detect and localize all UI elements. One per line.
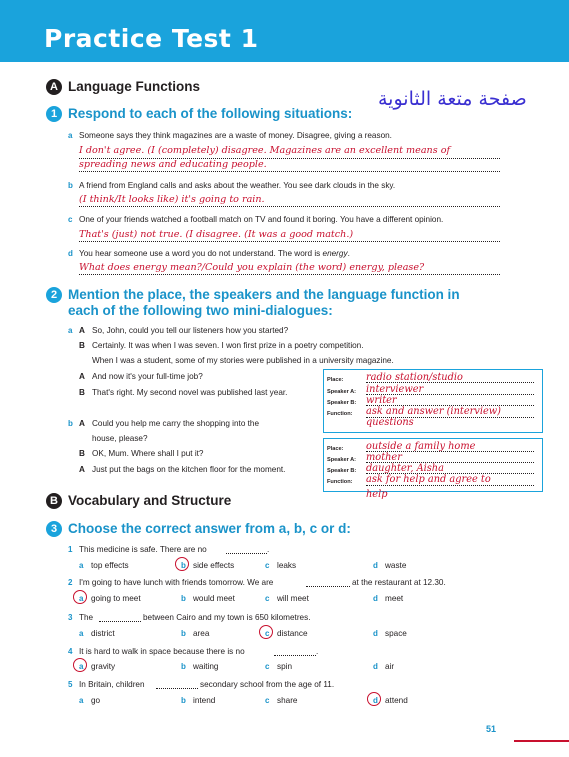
- option-letter: d: [373, 662, 378, 671]
- box-b-speaker-a: mother: [366, 452, 402, 463]
- box-label-place: Place:: [327, 377, 344, 383]
- blank-line: [226, 553, 267, 554]
- question-3-title: Choose the correct answer from a, b, c or d:: [68, 521, 351, 536]
- option-text: gravity: [91, 662, 116, 671]
- q1-handwritten-answer: That's (just) not true. (I disagree. (It was a good match.): [79, 229, 354, 240]
- q1-item-prompt: A friend from England calls and asks about the weather. You see dark clouds in the sky.: [79, 181, 396, 190]
- option-text: waste: [385, 561, 407, 570]
- section-b-badge: B: [46, 493, 62, 509]
- option-text: space: [385, 629, 407, 638]
- option-text: area: [193, 629, 210, 638]
- q1-item-label: b: [68, 181, 73, 190]
- mcq-stem: I'm going to have lunch with friends tomorrow. We are: [79, 578, 274, 587]
- option-text: spin: [277, 662, 293, 671]
- box-label-function: Function:: [327, 479, 353, 485]
- option-letter: c: [265, 696, 270, 705]
- option-letter: c: [265, 561, 270, 570]
- blank-line: [306, 586, 350, 587]
- option-letter: d: [373, 594, 378, 603]
- answer-circle: [367, 692, 381, 706]
- mcq-number: 1: [68, 545, 73, 554]
- answer-line: [79, 206, 500, 207]
- option-letter: a: [79, 594, 84, 603]
- q1-item-label: d: [68, 249, 73, 258]
- box-a-function: questions: [366, 417, 414, 428]
- box-label-place: Place:: [327, 446, 344, 452]
- option-letter: c: [265, 594, 270, 603]
- answer-line: [79, 241, 500, 242]
- answer-circle: [259, 625, 273, 639]
- mcq-number: 3: [68, 613, 73, 622]
- answer-line: [79, 274, 500, 275]
- mcq-stem-end: at the restaurant at 12.30.: [352, 578, 446, 587]
- mcq-stem: In Britain, children: [79, 680, 145, 689]
- blank-line: [156, 688, 198, 689]
- dialogue-label: a: [68, 326, 73, 335]
- option-letter: b: [181, 561, 186, 570]
- mcq-number: 4: [68, 647, 73, 656]
- option-letter: a: [79, 696, 84, 705]
- answer-circle: [175, 557, 189, 571]
- dialogue-line: So, John, could you tell our listeners how you started?: [92, 326, 289, 335]
- mcq-stem: The: [79, 613, 94, 622]
- q1-item-label: a: [68, 131, 73, 140]
- dialogue-label: b: [68, 419, 73, 428]
- blank-line: [99, 621, 141, 622]
- section-b-title: Vocabulary and Structure: [68, 493, 232, 508]
- answer-circle: [73, 658, 87, 672]
- dialogue-speaker: B: [79, 449, 85, 458]
- option-letter: b: [181, 594, 186, 603]
- q1-item-label: c: [68, 215, 73, 224]
- dialogue-line: And now it's your full-time job?: [92, 372, 203, 381]
- question-1-badge: 1: [46, 106, 62, 122]
- option-letter: a: [79, 561, 84, 570]
- option-text: would meet: [193, 594, 235, 603]
- box-label-speaker-b: Speaker B:: [327, 400, 357, 406]
- dialogue-speaker: B: [79, 388, 85, 397]
- option-text: air: [385, 662, 395, 671]
- option-letter: d: [373, 561, 378, 570]
- box-label-function: Function:: [327, 411, 353, 417]
- q1-item-prompt: You hear someone use a word you do not understand. The word is energy.: [79, 249, 350, 258]
- option-text: distance: [277, 629, 308, 638]
- option-text: attend: [385, 696, 408, 705]
- answer-line: [366, 485, 534, 486]
- dialogue-line: OK, Mum. Where shall I put it?: [92, 449, 204, 458]
- watermark-text: صفحة متعة الثانوية: [378, 88, 527, 110]
- box-label-speaker-a: Speaker A:: [327, 389, 357, 395]
- page-number: 51: [486, 724, 497, 734]
- dialogue-speaker: A: [79, 419, 85, 428]
- q1-handwritten-answer: What does energy mean?/Could you explain (the word) energy, please?: [79, 262, 425, 273]
- box-label-speaker-b: Speaker B:: [327, 468, 357, 474]
- answer-circle: [73, 590, 87, 604]
- option-text: leaks: [277, 561, 297, 570]
- blank-line: [274, 655, 316, 656]
- q1-handwritten-answer: I don't agree. (I (completely) disagree. Magazines are an excellent means of: [79, 145, 451, 156]
- q1-handwritten-answer: (I think/It looks like) it's going to rain.: [79, 194, 265, 205]
- box-label-speaker-a: Speaker A:: [327, 457, 357, 463]
- mcq-number: 2: [68, 578, 73, 587]
- box-b-place: outside a family home: [366, 441, 476, 452]
- dialogue-speaker: A: [79, 465, 85, 474]
- option-letter: b: [181, 662, 186, 671]
- option-letter: a: [79, 662, 84, 671]
- section-a-badge: A: [46, 79, 62, 95]
- dialogue-speaker: A: [79, 326, 85, 335]
- question-3-badge: 3: [46, 521, 62, 537]
- box-a-function: ask and answer (interview): [366, 406, 501, 417]
- option-letter: d: [373, 696, 378, 705]
- option-text: meet: [385, 594, 404, 603]
- option-text: intend: [193, 696, 216, 705]
- option-text: district: [91, 629, 115, 638]
- mcq-stem-end: secondary school from the age of 11.: [200, 680, 335, 689]
- mcq-number: 5: [68, 680, 73, 689]
- option-letter: c: [265, 662, 270, 671]
- mcq-stem-end: between Cairo and my town is 650 kilometres.: [143, 613, 311, 622]
- footer-rule: [514, 740, 569, 742]
- option-letter: b: [181, 629, 186, 638]
- section-a-title: Language Functions: [68, 79, 201, 94]
- option-letter: a: [79, 629, 84, 638]
- question-2-title: each of the following two mini-dialogues:: [68, 303, 333, 318]
- box-a-speaker-a: interviewer: [366, 384, 424, 395]
- option-text: will meet: [277, 594, 309, 603]
- box-b-function: ask for help and agree to: [366, 474, 491, 485]
- page-title: Practice Test 1: [44, 24, 259, 53]
- option-text: go: [91, 696, 101, 705]
- question-2-badge: 2: [46, 287, 62, 303]
- option-text: share: [277, 696, 298, 705]
- q1-item-prompt: Someone says they think magazines are a waste of money. Disagree, giving a reason.: [79, 131, 392, 140]
- question-2-title: Mention the place, the speakers and the language function in: [68, 287, 460, 302]
- box-b-speaker-b: daughter, Aisha: [366, 463, 444, 474]
- dialogue-speaker: A: [79, 372, 85, 381]
- answer-line: [79, 171, 500, 172]
- box-a-place: radio station/studio: [366, 372, 463, 383]
- question-1-title: Respond to each of the following situations:: [68, 106, 353, 121]
- dialogue-line: That's right. My second novel was published last year.: [92, 388, 288, 397]
- q1-handwritten-answer: spreading news and educating people.: [79, 159, 267, 170]
- dialogue-line: Just put the bags on the kitchen floor for the moment.: [92, 465, 286, 474]
- mcq-stem: It is hard to walk in space because there is no: [79, 647, 245, 656]
- box-b-function: help: [366, 489, 388, 500]
- q1-item-prompt: One of your friends watched a football match on TV and found it boring. You have a different opinion.: [79, 215, 444, 224]
- option-text: going to meet: [91, 594, 141, 603]
- option-letter: d: [373, 629, 378, 638]
- answer-line: [366, 382, 534, 383]
- option-letter: c: [265, 629, 270, 638]
- option-text: top effects: [91, 561, 129, 570]
- option-letter: b: [181, 696, 186, 705]
- mcq-stem-end: .: [267, 545, 270, 554]
- mcq-stem: This medicine is safe. There are no: [79, 545, 207, 554]
- dialogue-line: When I was a student, some of my stories were published in a university magazine.: [92, 356, 394, 365]
- dialogue-line: Could you help me carry the shopping into the: [92, 419, 260, 428]
- option-text: side effects: [193, 561, 235, 570]
- dialogue-line: Certainly. It was when I was seven. I won first prize in a poetry competition.: [92, 341, 364, 350]
- box-a-speaker-b: writer: [366, 395, 397, 406]
- mcq-stem-end: .: [316, 647, 319, 656]
- dialogue-line: house, please?: [92, 434, 148, 443]
- option-text: waiting: [193, 662, 219, 671]
- dialogue-speaker: B: [79, 341, 85, 350]
